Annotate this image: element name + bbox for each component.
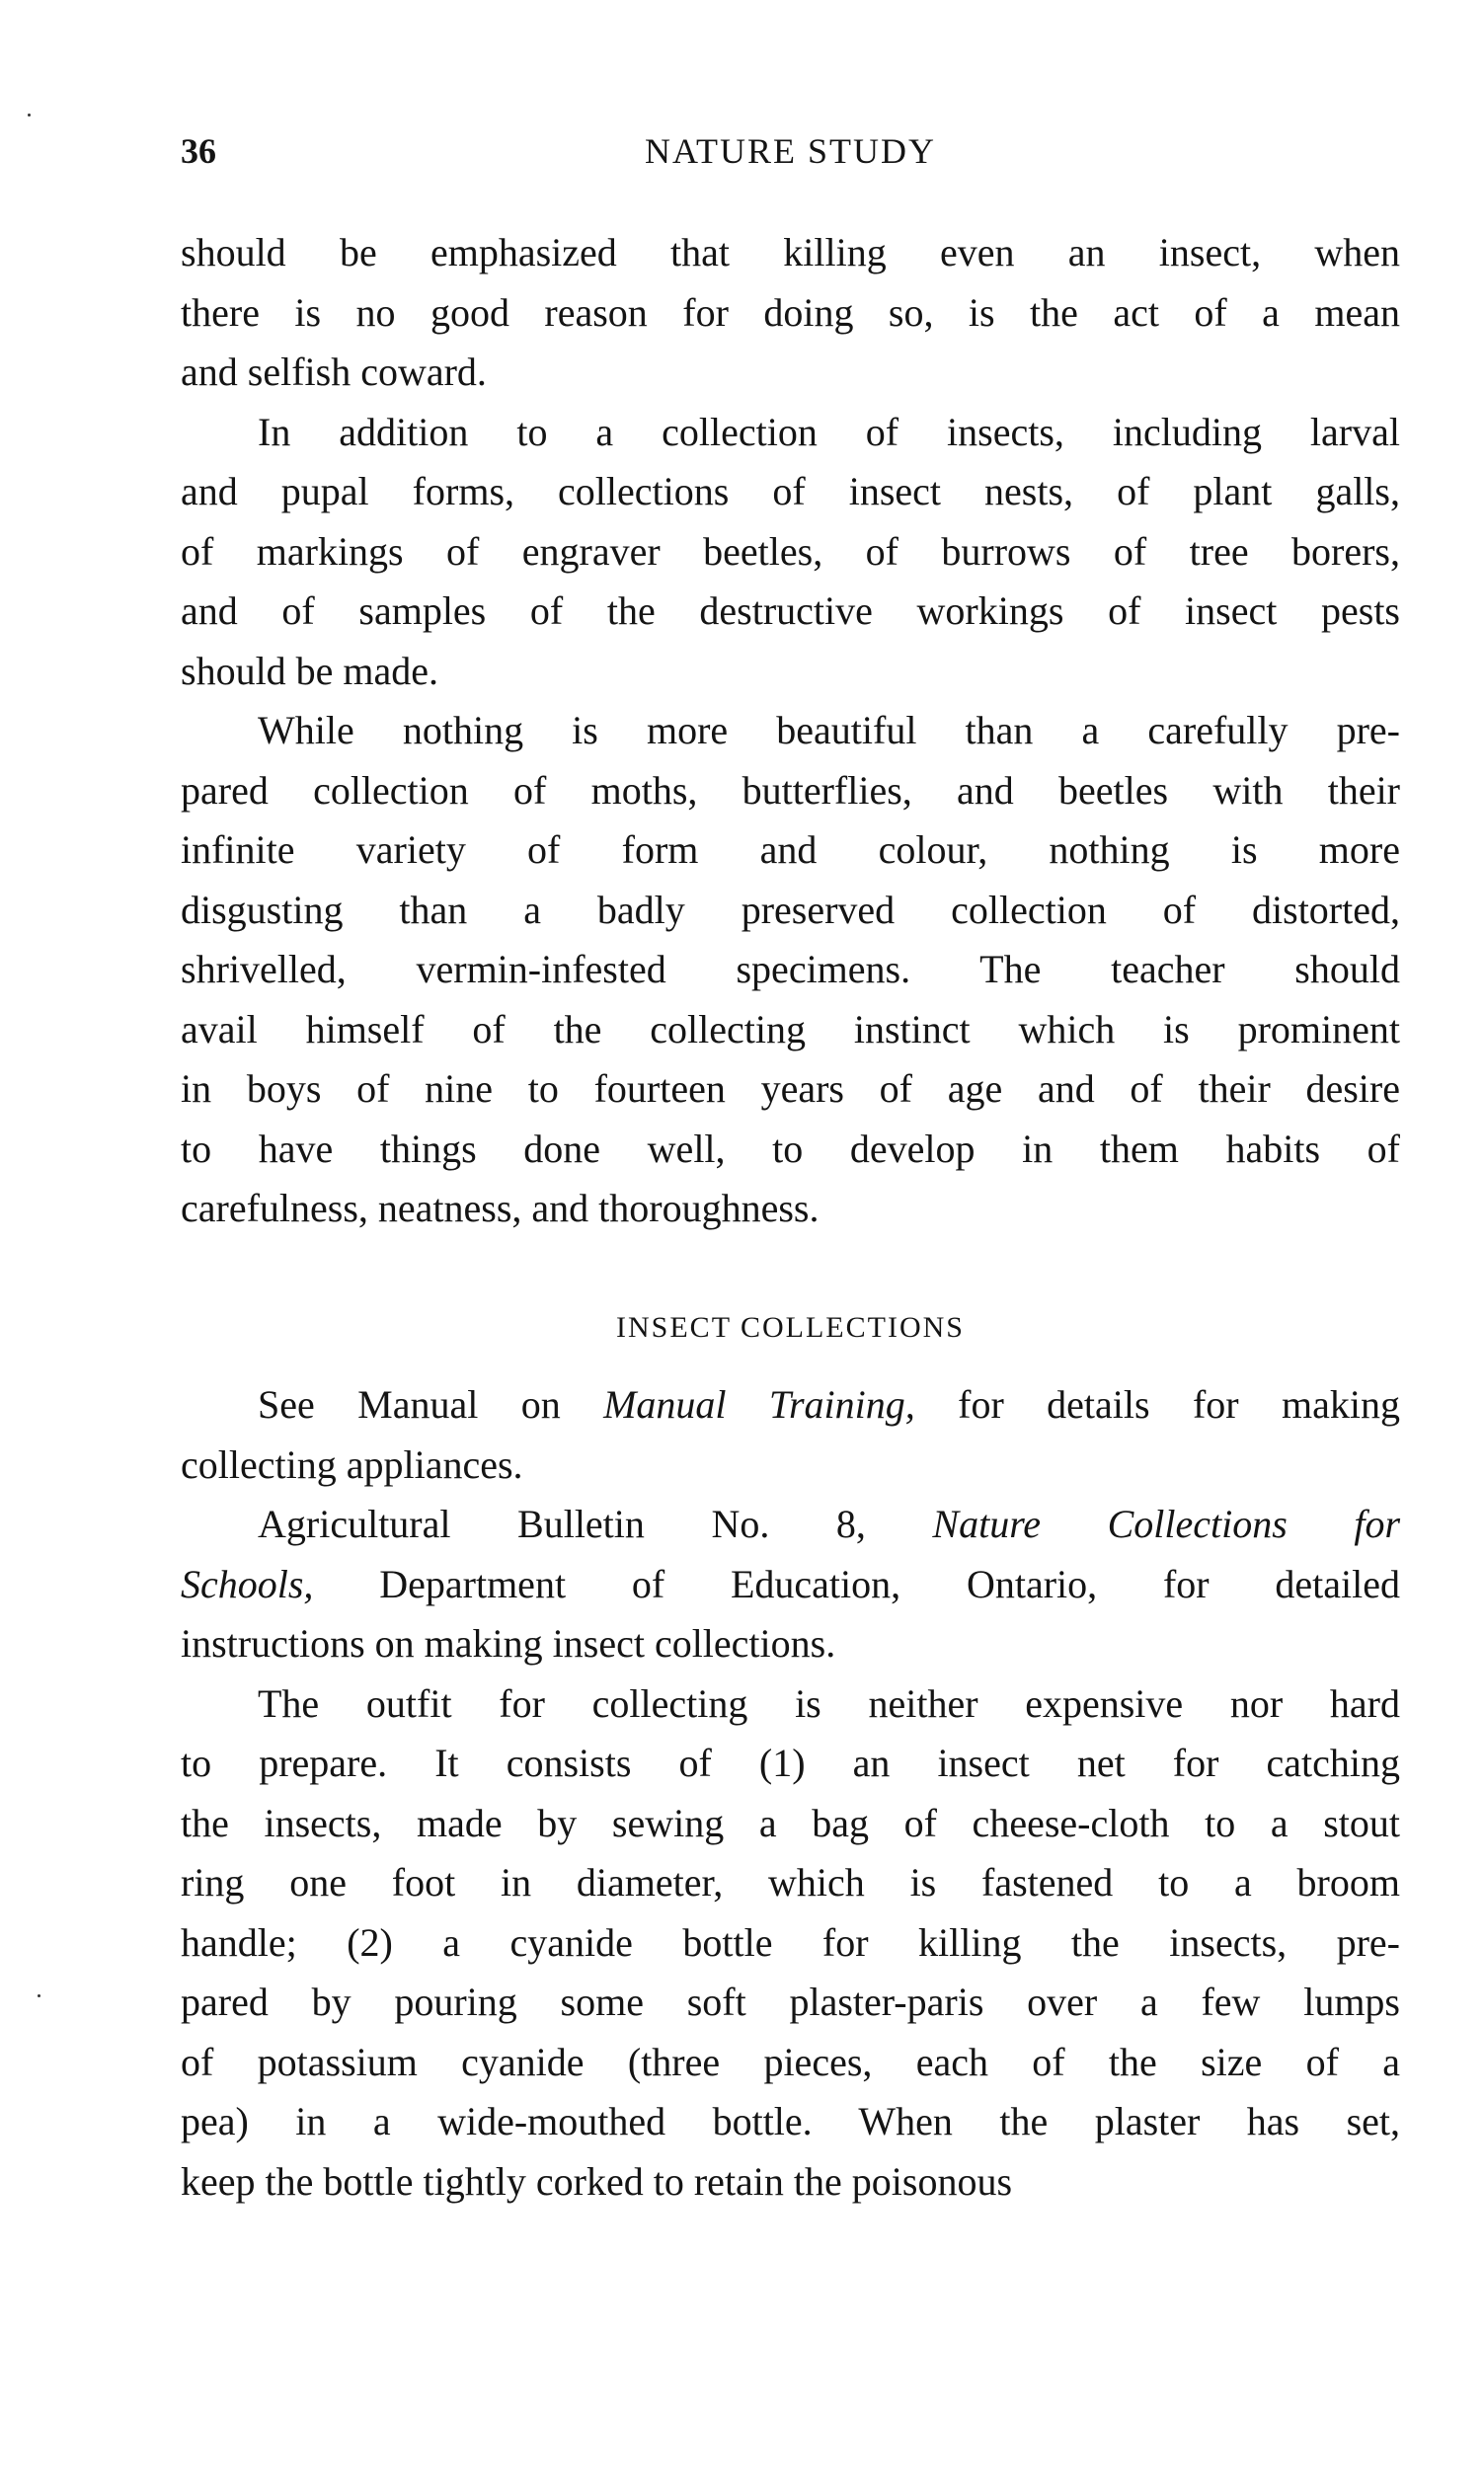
paragraph: [181, 1375, 1400, 1495]
text-line: [181, 223, 1400, 283]
running-header: [181, 126, 1400, 176]
text-run: While nothing is more beautiful than a carefully pre-: [258, 708, 1400, 752]
text-run: to have things done well, to develop in them habits of: [181, 1126, 1400, 1171]
text-run: in boys of nine to fourteen years of age and of their desire: [181, 1066, 1400, 1111]
text-run: keep the bottle tightly corked to retain the poisonous: [181, 2158, 1013, 2204]
text-run: See Manual on: [258, 1382, 604, 1427]
text-run: for details for making: [914, 1382, 1400, 1427]
text-run: the insects, made by sewing a bag of cheese-cloth to a stout: [181, 1800, 1400, 1845]
text-run: of potassium cyanide (three pieces, each of the size of a: [181, 2039, 1400, 2084]
section-heading: INSECT COLLECTIONS: [616, 1310, 965, 1344]
text-run: In addition to a collection of insects, including larval: [258, 409, 1400, 454]
text-line: [181, 761, 1400, 821]
text-run: pea) in a wide-mouthed bottle. When the plaster has set,: [181, 2099, 1400, 2143]
text-run: avail himself of the collecting instinct which is prominent: [181, 1006, 1400, 1051]
italic-title: Schools,: [181, 1561, 314, 1606]
text-line: [181, 343, 1400, 403]
text-line: [181, 1179, 1400, 1239]
text-run: instructions on making insect collections.: [181, 1621, 836, 1666]
text-line: [181, 1973, 1400, 2033]
text-line: [181, 1734, 1400, 1794]
italic-title: Manual Training,: [603, 1382, 915, 1427]
text-line: [181, 881, 1400, 941]
text-line: [181, 2033, 1400, 2093]
text-line: [181, 1555, 1400, 1615]
text-run: collecting appliances.: [181, 1441, 523, 1487]
text-run: and of samples of the destructive workings of insect pests: [181, 588, 1400, 633]
text-run: shrivelled, vermin-infested specimens. The teacher should: [181, 947, 1400, 991]
text-run: there is no good reason for doing so, is the act of a mean: [181, 289, 1400, 335]
text-run: pared by pouring some soft plaster-paris over a few lumps: [181, 1980, 1400, 2024]
page-body: [181, 223, 1400, 2212]
text-line: [181, 462, 1400, 522]
text-line: [181, 582, 1400, 642]
text-line: [181, 1674, 1400, 1735]
paragraph: [181, 403, 1400, 702]
text-run: carefulness, neatness, and thoroughness.: [181, 1186, 820, 1230]
scan-speck: [28, 114, 31, 117]
paragraph: [181, 223, 1400, 403]
text-line: [181, 283, 1400, 344]
text-line: [181, 1853, 1400, 1913]
running-title: NATURE STUDY: [644, 131, 936, 171]
text-run: disgusting than a badly preserved collection of distorted,: [181, 887, 1400, 932]
text-line: [181, 820, 1400, 881]
text-line: [181, 642, 1400, 702]
text-line: [181, 701, 1400, 761]
text-line: [181, 1000, 1400, 1060]
text-line: [181, 2092, 1400, 2152]
scan-speck: [38, 1994, 40, 1997]
text-line: [181, 1614, 1400, 1674]
text-run: and selfish coward.: [181, 350, 487, 394]
paragraph: [181, 701, 1400, 1239]
text-run: should be made.: [181, 648, 439, 693]
text-line: [181, 1436, 1400, 1496]
text-line: [181, 1375, 1400, 1436]
text-run: pared collection of moths, butterflies, and beetles with their: [181, 767, 1400, 813]
italic-title: Nature Collections for: [932, 1502, 1401, 1546]
text-line: [181, 403, 1400, 463]
text-run: of markings of engraver beetles, of burrows of tree borers,: [181, 528, 1400, 574]
text-run: Agricultural Bulletin No. 8,: [258, 1502, 933, 1546]
text-run: infinite variety of form and colour, nothing is more: [181, 827, 1400, 872]
text-run: Department of Education, Ontario, for detailed: [313, 1561, 1400, 1606]
text-line: [181, 1120, 1400, 1180]
text-run: should be emphasized that killing even an insect, when: [181, 230, 1400, 274]
text-run: and pupal forms, collections of insect nests, of plant galls,: [181, 469, 1400, 513]
paragraph: [181, 1674, 1400, 2213]
text-line: [181, 2152, 1400, 2213]
text-line: [181, 940, 1400, 1000]
paragraph: [181, 1495, 1400, 1674]
text-line: [181, 1059, 1400, 1120]
text-line: [181, 1495, 1400, 1555]
text-line: [181, 522, 1400, 583]
page-number: 36: [181, 131, 216, 171]
text-run: to prepare. It consists of (1) an insect net for catching: [181, 1741, 1400, 1785]
text-run: ring one foot in diameter, which is fastened to a broom: [181, 1860, 1400, 1905]
text-line: [181, 1794, 1400, 1854]
text-run: The outfit for collecting is neither expensive nor hard: [258, 1680, 1400, 1726]
text-run: handle; (2) a cyanide bottle for killing the insects, pre-: [181, 1919, 1400, 1965]
text-line: [181, 1913, 1400, 1974]
